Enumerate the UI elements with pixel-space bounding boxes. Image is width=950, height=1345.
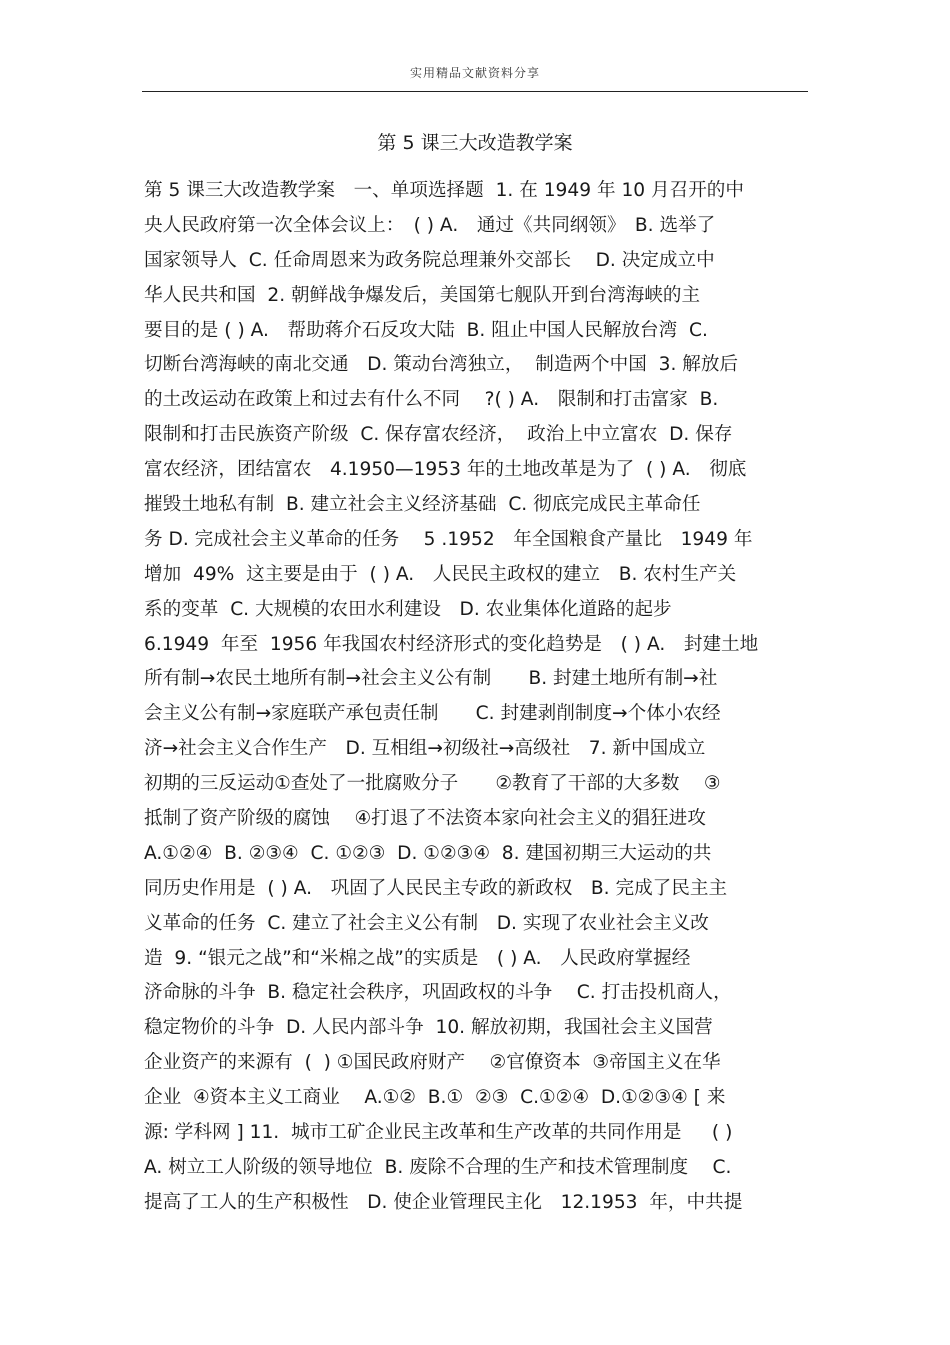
body-text-line: 富农经济，团结富农 4.1950—1953 年的土地改革是为了 ( ) A. 彻底 [144,459,747,481]
body-text-line: 6.1949 年至 1956 年我国农村经济形式的变化趋势是 ( ) A. 封建土地 [144,633,759,655]
body-text-line: 同历史作用是 ( ) A. 巩固了人民民主专政的新政权 B. 完成了民主主 [144,877,728,899]
body-text-line: 源: 学科网 ] 11. 城市工矿企业民主改革和生产改革的共同作用是 ( ) [144,1122,733,1144]
body-text-line: 要目的是 ( ) A. 帮助蒋介石反攻大陆 B. 阻止中国人民解放台湾 C. [144,319,708,341]
body-text-line: 提高了工人的生产积极性 D. 使企业管理民主化 12.1953 年，中共提 [144,1191,743,1213]
body-text-line: 系的变革 C. 大规模的农田水利建设 D. 农业集体化道路的起步 [144,598,672,620]
body-text-line: A.①②④ B. ②③④ C. ①②③ D. ①②③④ 8. 建国初期三大运动的共 [144,842,712,864]
body-text-line: 摧毁土地私有制 B. 建立社会主义经济基础 C. 彻底完成民主革命任 [144,494,701,516]
body-text-line: 稳定物价的斗争 D. 人民内部斗争 10. 解放初期，我国社会主义国营 [144,1017,713,1039]
body-text-line: 央人民政府第一次全体会议上： ( ) A. 通过《共同纲领》 B. 选举了 [144,214,716,236]
body-text-line: 增加 49% 这主要是由于 ( ) A. 人民民主政权的建立 B. 农村生产关 [144,563,737,585]
body-text-line: 国家领导人 C. 任命周恩来为政务院总理兼外交部长 D. 决定成立中 [144,249,715,271]
body-text-line: 义革命的任务 C. 建立了社会主义公有制 D. 实现了农业社会主义改 [144,912,709,934]
body-text-line: 务 D. 完成社会主义革命的任务 5 .1952 年全国粮食产量比 1949 年 [144,528,753,550]
document-body [144,174,814,1221]
body-text-line: 所有制→农民土地所有制→社会主义公有制 B. 封建土地所有制→社 [144,668,718,690]
body-text-line: 第 5 课三大改造教学案 一、单项选择题 1. 在 1949 年 10 月召开的中 [144,180,744,201]
body-text-line: 济→社会主义合作生产 D. 互相组→初级社→高级社 7. 新中国成立 [144,738,706,760]
body-text-line: 切断台湾海峡的南北交通 D. 策动台湾独立， 制造两个中国 3. 解放后 [144,354,739,376]
body-text-line: 会主义公有制→家庭联产承包责任制 C. 封建剥削制度→个体小农经 [144,703,721,725]
body-text-line: 造 9. “银元之战”和“米棉之战”的实质是 ( ) A. 人民政府掌握经 [144,947,691,969]
body-text-line: 初期的三反运动①查处了一批腐败分子 ②教育了干部的大多数 ③ [144,773,721,795]
body-text-line: 抵制了资产阶级的腐蚀 ④打退了不法资本家向社会主义的猖狂进攻 [144,808,706,830]
body-text-line: 济命脉的斗争 B. 稳定社会秩序，巩固政权的斗争 C. 打击投机商人， [144,982,732,1004]
body-text-line: 企业资产的来源有 ( ) ①国民政府财产 ②官僚资本 ③帝国主义在华 [144,1052,721,1074]
body-text-line: 企业 ④资本主义工商业 A.①② B.① ②③ C.①②④ D.①②③④ [ 来 [144,1087,726,1109]
page-header: 实用精品文献资料分享 [409,66,540,80]
header-divider [142,91,808,92]
body-text-line: 的土改运动在政策上和过去有什么不同 ?( ) A. 限制和打击富家 B. [144,389,719,411]
body-text-line: 限制和打击民族资产阶级 C. 保存富农经济， 政治上中立富农 D. 保存 [144,424,733,446]
body-text-line: A. 树立工人阶级的领导地位 B. 废除不合理的生产和技术管理制度 C. [144,1156,732,1178]
document-title: 第 5 课三大改造教学案 [377,132,573,154]
body-text-line: 华人民共和国 2. 朝鲜战争爆发后，美国第七舰队开到台湾海峡的主 [144,284,701,306]
